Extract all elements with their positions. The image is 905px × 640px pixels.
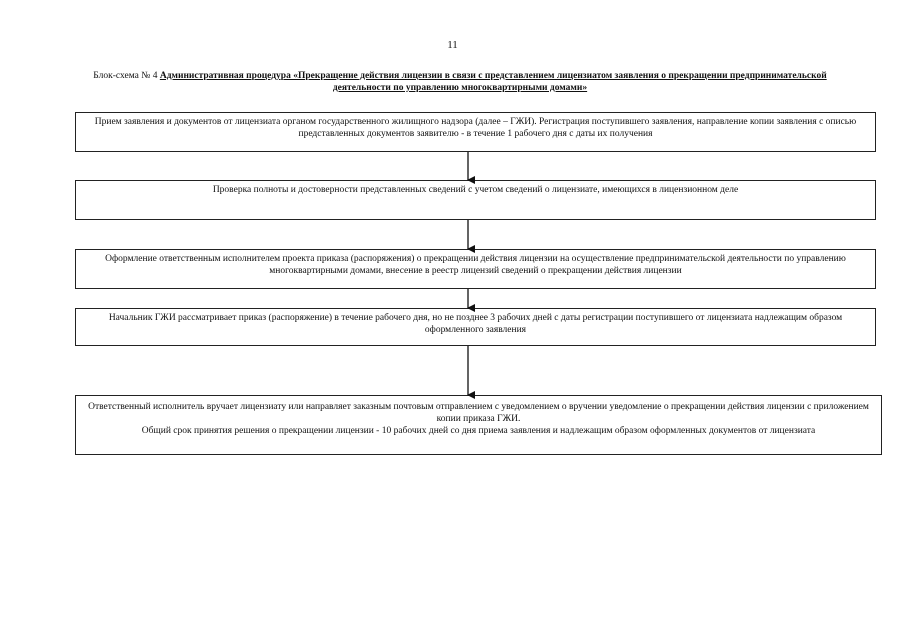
step-2-text: Проверка полноты и достоверности представленных сведений с учетом сведений о лицензиате, имеющихся в лицензионном деле xyxy=(212,185,739,195)
step-3-text: Оформление ответственным исполнителем проекта приказа (распоряжения) о прекращении действия лицензии на осуществление предпринимательской деятельности по управлению многоквартирными домами, внесение в реестр лицензий сведений о прекращении действия лицензии xyxy=(105,254,846,276)
step-5-text: Ответственный исполнитель вручает лицензиату или направляет заказным почтовым отправлением с уведомлением о вручении уведомление о прекращении действия лицензии с приложением копии приказа ГЖИ. xyxy=(88,402,869,424)
diagram-title-procedure: Административная процедура «Прекращение действия лицензии в связи с представлением лицензиатом заявления о прекращении предпринимательской деятельности по управлению многоквартирными домами» xyxy=(159,71,827,93)
step-5-note: Общий срок принятия решения о прекращении лицензии - 10 рабочих дней со дня приема заявления и надлежащим образом оформленных документов от лицензиата xyxy=(141,426,816,436)
diagram-title-prefix: Блок-схема № 4 xyxy=(93,71,160,81)
page-number: 11 xyxy=(447,39,458,51)
step-4-text: Начальник ГЖИ рассматривает приказ (распоряжение) в течение рабочего дня, но не позднее 3 рабочих дней с даты регистрации поступившего от лицензиата надлежащим образом оформленного заявления xyxy=(108,313,843,335)
step-1-text: Прием заявления и документов от лицензиата органом государственного жилищного надзора (далее – ГЖИ). Регистрация поступившего заявления, направление копии заявления с описью представленных документов заявителю - в течение 1 рабочего дня с даты их получения xyxy=(94,117,857,139)
